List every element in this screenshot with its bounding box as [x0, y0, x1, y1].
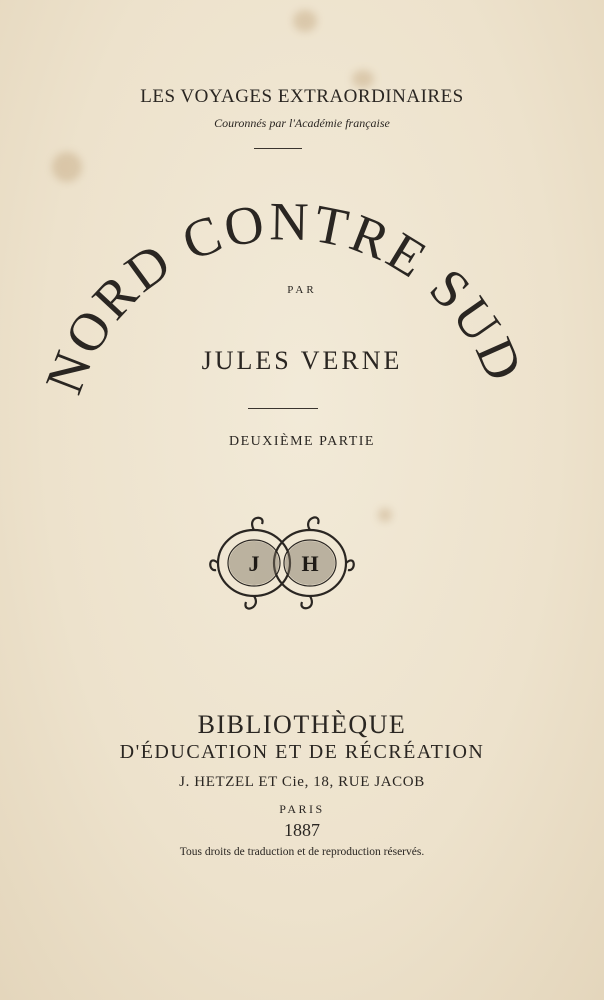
part-label: DEUXIÈME PARTIE: [229, 434, 375, 449]
book-title: NORD CONTRE SUD: [33, 191, 536, 402]
monogram-letter-h: H: [301, 551, 319, 576]
rights-notice: Tous droits de traduction et de reproduction réservés.: [179, 846, 425, 858]
publisher-monogram-emblem: [206, 510, 362, 616]
series-title: LES VOYAGES EXTRAORDINAIRES: [140, 86, 464, 107]
publisher-line-1: BIBLIOTHÈQUE: [197, 710, 407, 739]
author-name: JULES VERNE: [201, 346, 403, 375]
monogram-letter-j: J: [248, 551, 260, 576]
year: 1887: [284, 820, 320, 840]
divider-rule: [248, 408, 318, 409]
publisher-address: J. HETZEL ET Cie, 18, RUE JACOB: [179, 774, 425, 790]
by-label: PAR: [287, 284, 317, 296]
publisher-line-2: D'ÉDUCATION ET DE RÉCRÉATION: [119, 741, 485, 763]
city: PARIS: [279, 802, 325, 816]
academy-note: Couronnés par l'Académie française: [214, 116, 390, 130]
paper-stain: [378, 508, 392, 522]
